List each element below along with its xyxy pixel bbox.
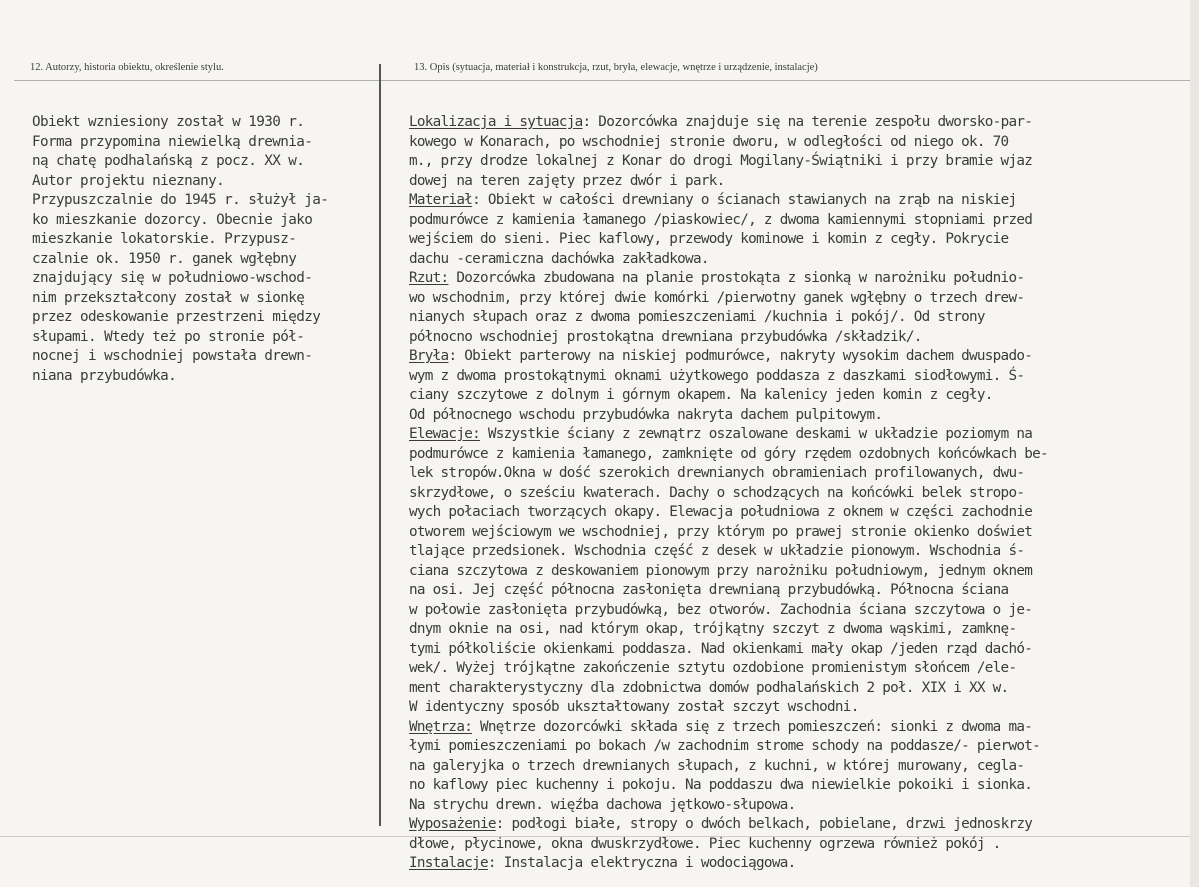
- section-heading: Instalacje: [409, 855, 488, 871]
- description-line: [409, 464, 1190, 484]
- description-line: [409, 113, 1190, 133]
- description-line: [409, 776, 1190, 796]
- description-line: [409, 698, 1190, 718]
- history-line: znajdujący się w południowo-wschod-: [32, 270, 313, 286]
- description-text-run: dachu -ceramiczna dachówka zakładkowa.: [409, 250, 709, 267]
- description-line: [409, 718, 1190, 738]
- description-line: [409, 133, 1190, 153]
- history-text: [32, 113, 377, 386]
- header-rule: [14, 80, 1190, 81]
- description-text-run: ciana szczytowa z deskowaniem pionowym przy narożniku południowym, jednym oknem: [409, 562, 1033, 579]
- description-text-run: Na strychu drewn. więźba dachowa jętkowo-słupowa.: [409, 796, 796, 813]
- description-text-run: wek/. Wyżej trójkątne zakończenie sztytu ozdobione promienistym słońcem /ele-: [409, 660, 1017, 676]
- history-line: ną chatę podhalańską z pocz. XX w.: [32, 153, 305, 169]
- description-line: [409, 620, 1190, 640]
- description-line: [409, 737, 1190, 757]
- description-line: [409, 250, 1190, 270]
- description-text-run: : Instalacja elektryczna i wodociągowa.: [487, 855, 796, 871]
- description-line: [409, 328, 1190, 348]
- description-text-run: nianych słupach oraz z dwoma pomieszczeniami /kuchnia i pokój/. Od strony: [409, 309, 985, 325]
- description-line: [409, 562, 1190, 582]
- section-heading: Bryła: [409, 348, 449, 364]
- description-line: [409, 542, 1190, 562]
- description-line: [409, 679, 1190, 699]
- description-text-run: podmurówce z kamienia łamanego, zamknięte od góry rzędem ozdobnych końcówkach be-: [409, 445, 1048, 462]
- history-line: przez odeskowanie przestrzeni między: [32, 309, 321, 325]
- description-text-run: dnym oknie na osi, nad którym okap, trójkątny szczyt z dwoma wąskimi, zamknę-: [409, 621, 1017, 637]
- description-line: [409, 484, 1190, 504]
- description-line: [409, 230, 1190, 250]
- description-line: [409, 757, 1190, 777]
- section-heading: Materiał: [409, 192, 473, 208]
- description-line: [409, 269, 1190, 289]
- section-heading: Rzut:: [409, 270, 449, 286]
- description-line: [409, 425, 1190, 445]
- description-text-run: Dozorcówka zbudowana na planie prostokąta z sionką w narożniku południo-: [448, 270, 1025, 286]
- history-line: niana przybudówka.: [32, 367, 177, 384]
- history-line: czalnie ok. 1950 r. ganek wgłębny: [32, 250, 297, 267]
- description-line: [409, 659, 1190, 679]
- description-text-run: tlające przedsionek. Wschodnia część z desek w układzie pionowym. Wschodnia ś-: [409, 543, 1025, 559]
- description-text-run: Wszystkie ściany z zewnątrz oszalowane deskami w układzie poziomym na: [480, 426, 1033, 442]
- description-line: [409, 835, 1190, 855]
- description-text-run: wejściem do sieni. Piec kaflowy, przewody kominowe i komin z cegły. Pokrycie: [409, 231, 1009, 247]
- description-text-run: : podłogi białe, stropy o dwóch belkach, pobielane, drzwi jednoskrzy: [495, 816, 1033, 832]
- description-text-run: w połowie zasłonięta przybudówką, bez otworów. Zachodnia ściana szczytowa o je-: [409, 601, 1033, 618]
- history-line: Przypuszczalnie do 1945 r. służył ja-: [32, 192, 329, 208]
- section-13-header: 13. Opis (sytuacja, materiał i konstrukcja, rzut, bryła, elewacje, wnętrze i urządzenie, instalacje): [414, 62, 818, 73]
- description-text-run: łymi pomieszczeniami po bokach /w zachodnim strome schody na poddasze/- pierwot-: [409, 738, 1040, 754]
- description-text-run: Od północnego wschodu przybudówka nakryta dachem pulpitowym.: [409, 406, 883, 423]
- description-line: [409, 347, 1190, 367]
- section-heading: Wnętrza:: [409, 718, 473, 735]
- description-line: [409, 152, 1190, 172]
- description-line: [409, 172, 1190, 192]
- description-line: [409, 289, 1190, 309]
- description-text-run: na osi. Jej część północna zasłonięta drewnianą przybudówką. Północna ściana: [409, 582, 1009, 598]
- history-line: Autor projektu nieznany.: [32, 172, 225, 189]
- description-line: [409, 386, 1190, 406]
- section-12-header: 12. Autorzy, historia obiektu, określenie stylu.: [30, 62, 224, 73]
- history-line: nocnej i wschodniej powstała drewn-: [32, 348, 313, 364]
- description-text-run: wych połaciach tworzących okapy. Elewacja południowa z oknem w części zachodnie: [409, 504, 1033, 520]
- description-text-run: W identyczny sposób ukształtowany został szczyt wschodni.: [409, 699, 859, 715]
- description-text-run: lek stropów.Okna w dość szerokich drewnianych obramieniach profilowanych, dwu-: [409, 465, 1025, 481]
- section-heading: Elewacje:: [409, 426, 480, 442]
- history-line: Obiekt wzniesiony został w 1930 r.: [32, 114, 305, 130]
- description-text-run: dowej na teren zajęty przez dwór i park.: [409, 172, 725, 189]
- description-line: [409, 796, 1190, 816]
- description-text-run: m., przy drodze lokalnej z Konar do drogi Mogilany-Świątniki i przy bramie wjaz: [409, 153, 1033, 169]
- description-line: [409, 503, 1190, 523]
- description-line: [409, 211, 1190, 231]
- description-line: [409, 445, 1190, 465]
- description-text-run: : Dozorcówka znajduje się na terenie zespołu dworsko-par-: [582, 114, 1033, 130]
- section-heading: Wyposażenie: [409, 816, 496, 832]
- description-text-run: skrzydłowe, o sześciu kwaterach. Dachy o schodzących na końcówki belek stropo-: [409, 484, 1025, 501]
- description-text-run: Wnętrze dozorcówki składa się z trzech pomieszczeń: sionki z dwoma ma-: [472, 718, 1033, 735]
- description-line: [409, 581, 1190, 601]
- history-line: mieszkanie lokatorskie. Przypusz-: [32, 231, 297, 247]
- description-line: [409, 367, 1190, 387]
- history-line: nim przekształcony został w sionkę: [32, 289, 305, 306]
- description-text-run: podmurówce z kamienia łamanego /piaskowiec/, z dwoma kamiennymi stopniami przed: [409, 211, 1033, 228]
- description-text-run: wym z dwoma prostokątnymi oknami użytkowego poddasza z daszkami siodłowymi. Ś-: [409, 367, 1025, 384]
- description-text-run: na galeryjka o trzech drewnianych słupach, z kuchni, w której murowany, cegla-: [409, 757, 1025, 774]
- description-line: [409, 308, 1190, 328]
- history-line: słupami. Wtedy też po stronie pół-: [32, 328, 305, 345]
- description-line: [409, 815, 1190, 835]
- history-line: ko mieszkanie dozorcy. Obecnie jako: [32, 211, 313, 228]
- description-line: [409, 601, 1190, 621]
- description-text-run: : Obiekt parterowy na niskiej podmurówce, nakryty wysokim dachem dwuspado-: [448, 348, 1033, 364]
- description-line: [409, 854, 1190, 874]
- description-line: [409, 640, 1190, 660]
- description-text-run: : Obiekt w całości drewniany o ścianach stawianych na zrąb na niskiej: [472, 192, 1017, 208]
- description-text-run: wo wschodnim, przy której dwie komórki /pierwotny ganek wgłębny o trzech drew-: [409, 289, 1025, 306]
- description-line: [409, 406, 1190, 426]
- column-divider: [379, 64, 381, 826]
- description-text-run: dłowe, płycinowe, okna dwuskrzydłowe. Piec kuchenny ogrzewa również pokój .: [409, 835, 1001, 852]
- description-text-run: tymi półkoliście okienkami poddasza. Nad okienkami mały okap /jeden rząd dachó-: [409, 640, 1033, 657]
- description-line: [409, 523, 1190, 543]
- description-line: [409, 191, 1190, 211]
- history-line: Forma przypomina niewielką drewnia-: [32, 133, 313, 150]
- description-text-run: północno wschodniej prostokątna drewniana przybudówka /składzik/.: [409, 328, 922, 345]
- description-text-run: ment charakterystyczny dla zdobnictwa domów podhalańskich 2 poł. XIX i XX w.: [409, 679, 1009, 696]
- description-text-run: kowego w Konarach, po wschodniej stronie dworu, w odległości od niego ok. 70: [409, 133, 1009, 150]
- section-heading: Lokalizacja i sytuacja: [409, 114, 583, 130]
- description-text-run: ciany szczytowe z dolnym i górnym okapem. Na kalenicy jeden komin z cegły.: [409, 387, 993, 403]
- description-text-run: otworem wejściowym we wschodniej, przy którym po prawej stronie okienko doświet: [409, 523, 1033, 540]
- description-text: [409, 113, 1190, 874]
- description-text-run: no kaflowy piec kuchenny i pokoju. Na poddaszu dwa niewielkie pokoiki i sionka.: [409, 777, 1033, 793]
